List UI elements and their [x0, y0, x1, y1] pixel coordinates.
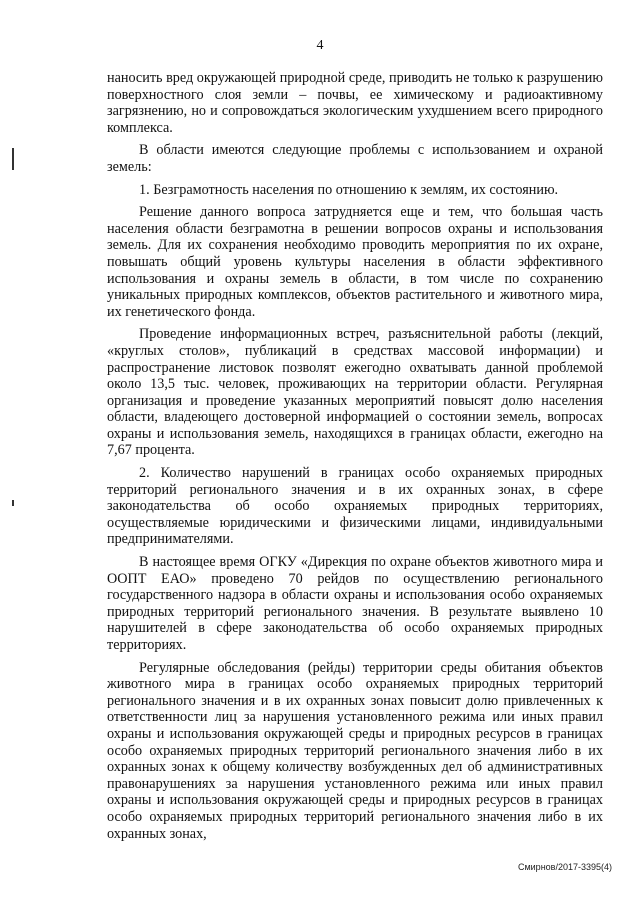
paragraph-regular-surveys: Регулярные обследования (рейды) территории среды обитания объектов животного мира в границах особо охраняемых природных территорий регионального значения и в их охранных зонах повысит долю привлеченных к ответственности лиц за нарушения установленного режима или иных правил охраны и использования окружающей среды и природных ресурсов в границах особо охраняемых природных территорий регионального значения либо в их охранных зонах к общему количеству возбужденных дел об административных правонарушениях за нарушения установленного режима или иных правил охраны и использования окружающей среды и природных ресурсов в границах особо охраняемых природных территорий регионального значения либо в их охранных зонах, [107, 659, 603, 842]
footer-document-code: Смирнов/2017-3395(4) [517, 862, 612, 872]
paragraph-continuation: наносить вред окружающей природной среде, приводить не только к разрушению поверхностного слоя земли – почвы, ее химическому и радиоактивному загрязнению, но и сопровождаться экологическим ухудшением всего природного комплекса. [107, 70, 603, 136]
paragraph-information-meetings: Проведение информационных встреч, разъяснительной работы (лекций, «круглых столов», публикаций в средствах массовой информации) и распространение листовок позволят ежегодно охватывать данной проблемой около 13,5 тыс. человек, проживающих на территории области. Регулярная организация и проведение указанных мероприятий повысят долю населения области, владеющего достоверной информацией о состоянии земель, вопросах охраны и использования земель, находящихся в границах области, ежегодно на 7,67 процента. [107, 326, 603, 459]
paragraph-problem-2: 2. Количество нарушений в границах особо охраняемых природных территорий регионального значения и в их охранных зонах, в сфере законодательства об особо охраняемых природных территориях, осуществляемые юридическими и физическими лицами, индивидуальными предпринимателями. [107, 465, 603, 548]
paragraph-problems-intro: В области имеются следующие проблемы с использованием и охраной земель: [107, 142, 603, 175]
page-number: 4 [316, 38, 324, 53]
paragraph-current-raids: В настоящее время ОГКУ «Дирекция по охране объектов животного мира и ООПТ ЕАО» проведено 70 рейдов по осуществлению регионального государственного надзора в области охраны и использования особо охраняемых природных территорий регионального значения. В результате выявлено 10 нарушителей в сфере законодательства об особо охраняемых природных территориях. [107, 554, 603, 653]
margin-mark [12, 148, 14, 170]
margin-mark [12, 500, 14, 506]
paragraph-problem-1-solution: Решение данного вопроса затрудняется еще и тем, что большая часть населения области безграмотна в решении вопросов охраны и использования земель. Для их сохранения необходимо проводить мероприятия по их охране, повышать общий уровень культуры населения в области эффективного использования и охраны земель в области, в том числе по сохранению уникальных природных комплексов, объектов растительного и животного мира, их генетического фонда. [107, 204, 603, 320]
paragraph-problem-1: 1. Безграмотность населения по отношению к землям, их состоянию. [139, 181, 559, 198]
document-body [107, 70, 603, 842]
